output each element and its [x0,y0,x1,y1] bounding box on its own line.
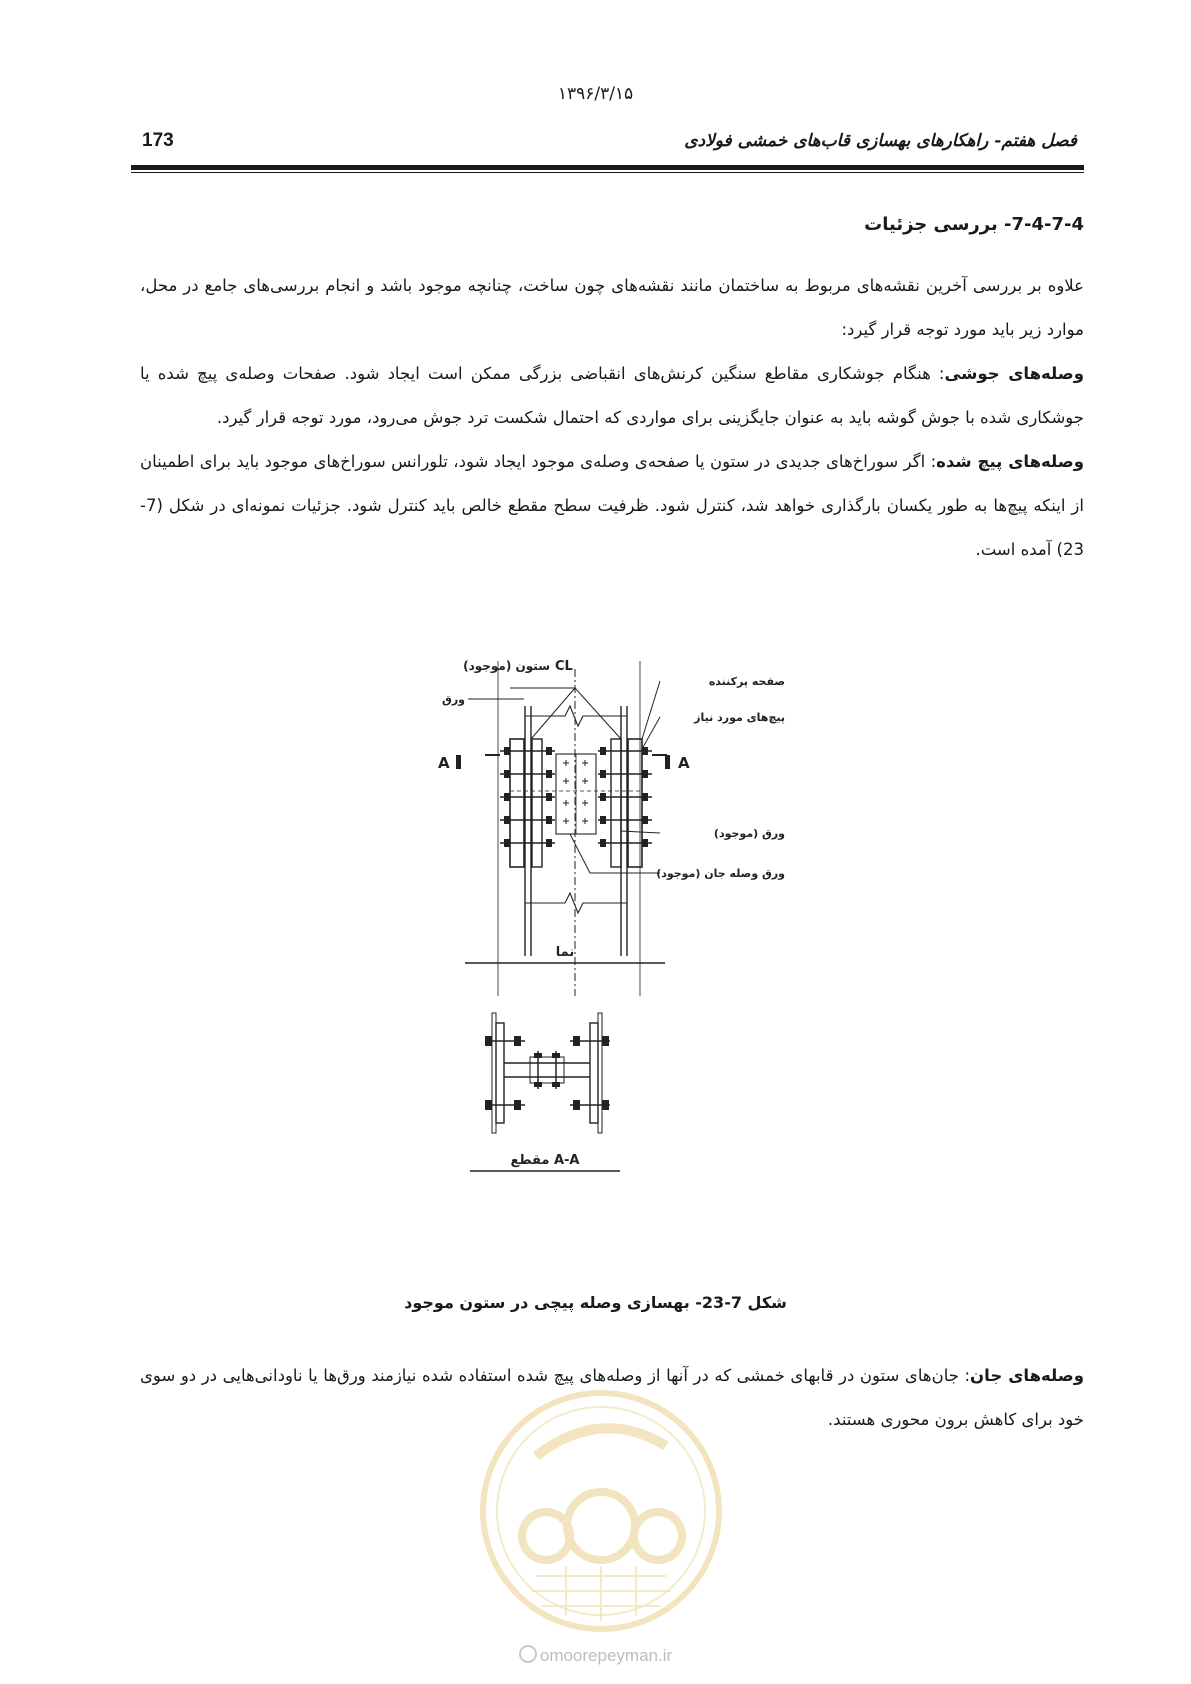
body-text-1 [140,264,1084,572]
watermark-url: omoorepeyman.ir [539,1646,673,1665]
label-existing-plate: ورق (موجود) [713,827,785,840]
section-heading: 7-4-7-4- بررسی جزئیات [864,214,1084,235]
header-rule [131,165,1084,170]
web-splices-text: : جان‌های ستون در قابهای خمشی که در آنها از وصله‌های پیچ شده استفاده شده نیازمند ورق‌ها یا ناودانی‌هایی در دو سوی خود برای کاهش برون محوری هستند. [140,1366,1084,1429]
header-rule-thin [131,172,1084,173]
at-icon [519,1645,537,1663]
bolted-splices-text: : اگر سوراخ‌های جدیدی در ستون یا صفحه‌ی وصله‌ی موجود ایجاد شود، تلورانس سوراخ‌های موجود باید برای اطمینان از اینکه پیچ‌ها به طور یکسان بارگذاری خواهد شد، کنترل شود. ظرفیت سطح مقطع خالص باید کنترل شود. جزئیات نمونه‌ای در شکل (7-23) آمده است. [140,452,1084,559]
section-mark-right: A [678,754,690,772]
figure-caption: شکل 7-23- بهسازی وصله پیچی در ستون موجود [404,1293,787,1312]
bolted-splices-paragraph [140,440,1084,572]
chapter-title: فصل هفتم- راهکارهای بهسازی قاب‌های خمشی فولادی [684,131,1077,151]
page-number: 173 [142,130,174,151]
label-required-bolts: پیچ‌های مورد نیاز [694,711,785,724]
figure-7-23 [430,651,870,1251]
print-date: ۱۳۹۶/۳/۱۵ [557,84,634,104]
watermark-stamp [476,1386,726,1636]
column-label: ستون (موجود) [463,659,550,673]
welded-splices-label: وصله‌های جوشی [944,364,1084,383]
welded-splices-paragraph [140,352,1084,440]
bolted-splices-label: وصله‌های پیچ شده [936,452,1084,471]
cl-label: CL [555,659,573,674]
label-existing-web-splice: ورق وصله جان (موجود) [656,867,785,880]
splice-detail-drawing [430,651,870,1251]
stamp-logo-icon [476,1386,726,1636]
elevation-label: نما [555,945,575,960]
label-plate: ورق [441,693,465,706]
label-filler-plate: صفحه پرکننده [708,675,785,688]
watermark-site [0,1645,1191,1666]
intro-paragraph: علاوه بر بررسی آخرین نقشه‌های مربوط به ساختمان مانند نقشه‌های چون ساخت، چنانچه موجود باشد و انجام بررسی‌های جامع در محل، موارد زیر باید مورد توجه قرار گیرد: [140,276,1084,339]
welded-splices-text: : هنگام جوشکاری مقاطع سنگین کرنش‌های انقباضی بزرگی ممکن است ایجاد شود. صفحات وصله‌ی پیچ شده یا جوشکاری شده با جوش گوشه باید به عنوان جایگزینی برای مواردی که احتمال شکست ترد جوش می‌رود، مورد توجه قرار گیرد. [140,364,1084,427]
section-aa-label: مقطع A-A [510,1153,580,1168]
section-mark-left: A [438,754,450,772]
web-splices-label: وصله‌های جان [970,1366,1084,1385]
